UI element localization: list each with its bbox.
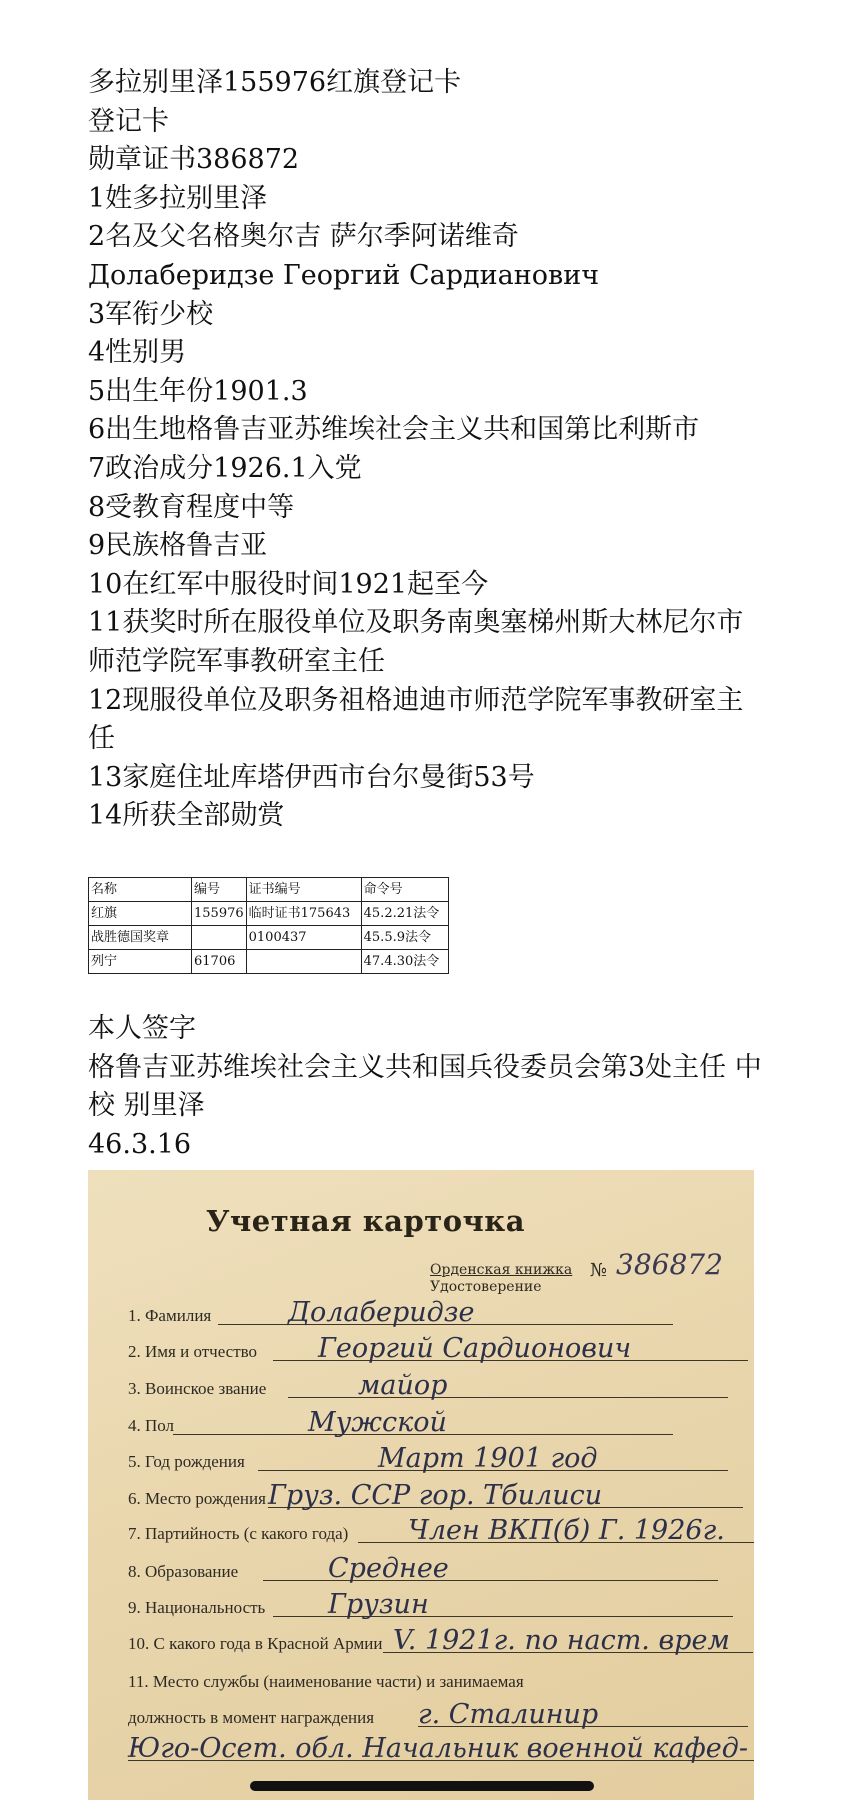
card-field-row bbox=[128, 1297, 754, 1330]
card-handwritten-value: Среднее bbox=[328, 1553, 449, 1584]
text-line: 11获奖时所在服役单位及职务南奥塞梯州斯大林尼尔市师范学院军事教研室主任 bbox=[88, 607, 744, 677]
text-line: 5出生年份1901.3 bbox=[88, 375, 308, 407]
card-field-row bbox=[128, 1333, 754, 1366]
signature-date: 46.3.16 bbox=[88, 1128, 192, 1160]
table-cell: 战胜德国奖章 bbox=[89, 926, 192, 950]
card-handwritten-value: Март 1901 год bbox=[378, 1443, 598, 1474]
card-field-label: 11. Место службы (наименование части) и занимаемая bbox=[128, 1672, 524, 1691]
text-line: 登记卡 bbox=[88, 105, 169, 137]
card-field-label: 10. С какого года в Красной Армии bbox=[128, 1634, 383, 1653]
scanned-registration-card bbox=[88, 1170, 754, 1800]
table-row bbox=[89, 926, 449, 950]
table-header-cell: 编号 bbox=[192, 878, 247, 902]
card-field-row bbox=[128, 1553, 754, 1586]
card-handwritten-value: V. 1921г. по наст. врем bbox=[393, 1625, 730, 1656]
home-indicator bbox=[250, 1781, 594, 1791]
signature-label: 本人签字 bbox=[88, 1013, 196, 1044]
card-title: Учетная карточка bbox=[206, 1204, 525, 1238]
card-field-label: 3. Воинское звание bbox=[128, 1379, 267, 1398]
card-book-labels bbox=[430, 1262, 572, 1296]
card-number-sign: № bbox=[590, 1260, 608, 1281]
card-handwritten-value: Член ВКП(б) Г. 1926г. bbox=[408, 1515, 725, 1546]
signature-block bbox=[88, 1010, 768, 1164]
card-field-label: 4. Пол bbox=[128, 1416, 175, 1435]
table-cell: 45.2.21法令 bbox=[361, 902, 448, 926]
translation-text bbox=[88, 64, 768, 836]
card-field-row bbox=[128, 1699, 754, 1732]
card-field-label: 1. Фамилия bbox=[128, 1306, 212, 1325]
text-line: 多拉别里泽155976红旗登记卡 bbox=[88, 67, 462, 98]
card-field-row bbox=[128, 1733, 754, 1766]
card-certificate-label: Удостоверение bbox=[430, 1279, 542, 1295]
text-line: 7政治成分1926.1入党 bbox=[88, 452, 362, 484]
table-cell: 45.5.9法令 bbox=[361, 926, 448, 950]
card-field-row bbox=[128, 1625, 754, 1658]
card-field-row bbox=[128, 1443, 754, 1476]
card-handwritten-value: Груз. ССР гор. Тбилиси bbox=[268, 1480, 603, 1511]
card-handwritten-value: г. Сталинир bbox=[418, 1699, 599, 1730]
card-field-label: 2. Имя и отчество bbox=[128, 1342, 258, 1361]
card-field-row bbox=[128, 1589, 754, 1622]
text-line: 8受教育程度中等 bbox=[88, 491, 295, 523]
awards-table bbox=[88, 877, 449, 974]
text-line: 4性别男 bbox=[88, 337, 187, 369]
card-handwritten-value: майор bbox=[358, 1370, 448, 1401]
text-line: 10在红军中服役时间1921起至今 bbox=[88, 568, 489, 600]
card-field-label: должность в момент награждения bbox=[128, 1708, 375, 1727]
card-book-label: Орденская книжка bbox=[430, 1262, 573, 1278]
card-underline bbox=[288, 1397, 728, 1398]
table-cell bbox=[192, 926, 247, 950]
table-row bbox=[89, 950, 449, 974]
text-line: 6出生地格鲁吉亚苏维埃社会主义共和国第比利斯市 bbox=[88, 414, 700, 446]
card-field-label: 8. Образование bbox=[128, 1562, 239, 1581]
table-cell: 61706 bbox=[192, 950, 247, 974]
text-line: Долаберидзе Георгий Сардианович bbox=[88, 259, 600, 291]
card-field-row bbox=[128, 1666, 754, 1696]
table-header-cell: 命令号 bbox=[361, 878, 448, 902]
text-line: 12现服役单位及职务祖格迪迪市师范学院军事教研室主任 bbox=[88, 684, 744, 755]
text-line: 2名及父名格奥尔吉 萨尔季阿诺维奇 bbox=[88, 221, 519, 253]
card-field-label: 9. Национальность bbox=[128, 1598, 266, 1617]
card-field-label: 6. Место рождения bbox=[128, 1489, 266, 1508]
table-cell: 红旗 bbox=[89, 902, 192, 926]
text-line: 3军衔少校 bbox=[88, 298, 214, 330]
text-line: 13家庭住址库塔伊西市台尔曼街53号 bbox=[88, 761, 535, 793]
table-cell: 47.4.30法令 bbox=[361, 950, 448, 974]
card-handwritten-value: Юго-Осет. обл. Начальник военной кафед- bbox=[128, 1733, 748, 1764]
table-header-row bbox=[89, 878, 449, 902]
table-header-cell: 名称 bbox=[89, 878, 192, 902]
table-cell bbox=[246, 950, 361, 974]
card-field-row bbox=[128, 1370, 754, 1403]
card-field-label: 5. Год рождения bbox=[128, 1452, 245, 1471]
card-field-row bbox=[128, 1407, 754, 1440]
text-line: 14所获全部勋赏 bbox=[88, 800, 285, 832]
card-field-row bbox=[128, 1480, 754, 1513]
table-row bbox=[89, 902, 449, 926]
table-cell: 临时证书175643 bbox=[246, 902, 361, 926]
card-field-label: 7. Партийность (с какого года) bbox=[128, 1524, 349, 1543]
table-cell: 列宁 bbox=[89, 950, 192, 974]
text-line: 1姓多拉别里泽 bbox=[88, 182, 268, 214]
card-handwritten-value: Георгий Сардионович bbox=[318, 1333, 632, 1364]
card-handwritten-value: Мужской bbox=[308, 1407, 447, 1438]
card-handwritten-value: Грузин bbox=[328, 1589, 429, 1620]
card-number: 386872 bbox=[616, 1248, 723, 1281]
card-handwritten-value: Долаберидзе bbox=[288, 1297, 475, 1328]
table-cell: 0100437 bbox=[246, 926, 361, 950]
card-field-row bbox=[128, 1515, 754, 1548]
table-header-cell: 证书编号 bbox=[246, 878, 361, 902]
signatory-title: 格鲁吉亚苏维埃社会主义共和国兵役委员会第3处主任 中校 别里泽 bbox=[88, 1051, 762, 1122]
text-line: 9民族格鲁吉亚 bbox=[88, 530, 268, 562]
table-cell: 155976 bbox=[192, 902, 247, 926]
text-line: 勋章证书386872 bbox=[88, 144, 300, 176]
